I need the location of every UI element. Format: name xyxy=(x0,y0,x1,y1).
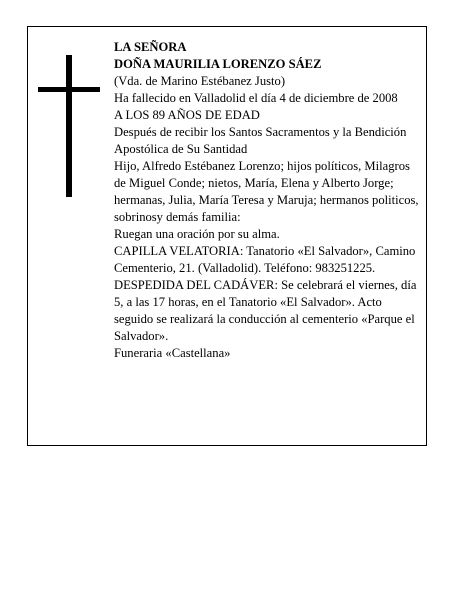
deceased-title: LA SEÑORA xyxy=(114,40,187,54)
prayer-request: Ruegan una oración por su alma. xyxy=(114,227,280,241)
deceased-name: DOÑA MAURILIA LORENZO SÁEZ xyxy=(114,57,322,71)
sacraments-line: Después de recibir los Santos Sacramentos y la Bendición Apostólica de Su Santidad xyxy=(114,125,407,156)
cross-icon xyxy=(38,55,100,197)
chapel-info: CAPILLA VELATORIA: Tanatorio «El Salvador», Camino Cementerio, 21. (Valladolid). Teléfono: 983251225. xyxy=(114,244,416,275)
funeral-home: Funeraria «Castellana» xyxy=(114,346,231,360)
widow-of-line: (Vda. de Marino Estébanez Justo) xyxy=(114,74,286,88)
farewell-info: DESPEDIDA DEL CADÁVER: Se celebrará el viernes, día 5, a las 17 horas, en el Tanatorio «El Salvador». Acto seguido se realizará la conducción al cementerio «Parque el Salvador». xyxy=(114,278,417,343)
family-list: Hijo, Alfredo Estébanez Lorenzo; hijos políticos, Milagros de Miguel Conde; nietos, María, Elena y Alberto Jorge; hermanas, Julia, María Teresa y Maruja; hermanos politicos, sobrinosy demás familia: xyxy=(114,159,419,224)
cross-vertical-bar xyxy=(66,55,72,197)
cross-horizontal-bar xyxy=(38,87,100,92)
death-announcement: Ha fallecido en Valladolid el día 4 de diciembre de 2008 xyxy=(114,91,398,105)
age-line: A LOS 89 AÑOS DE EDAD xyxy=(114,108,260,122)
obituary-text xyxy=(114,39,422,362)
